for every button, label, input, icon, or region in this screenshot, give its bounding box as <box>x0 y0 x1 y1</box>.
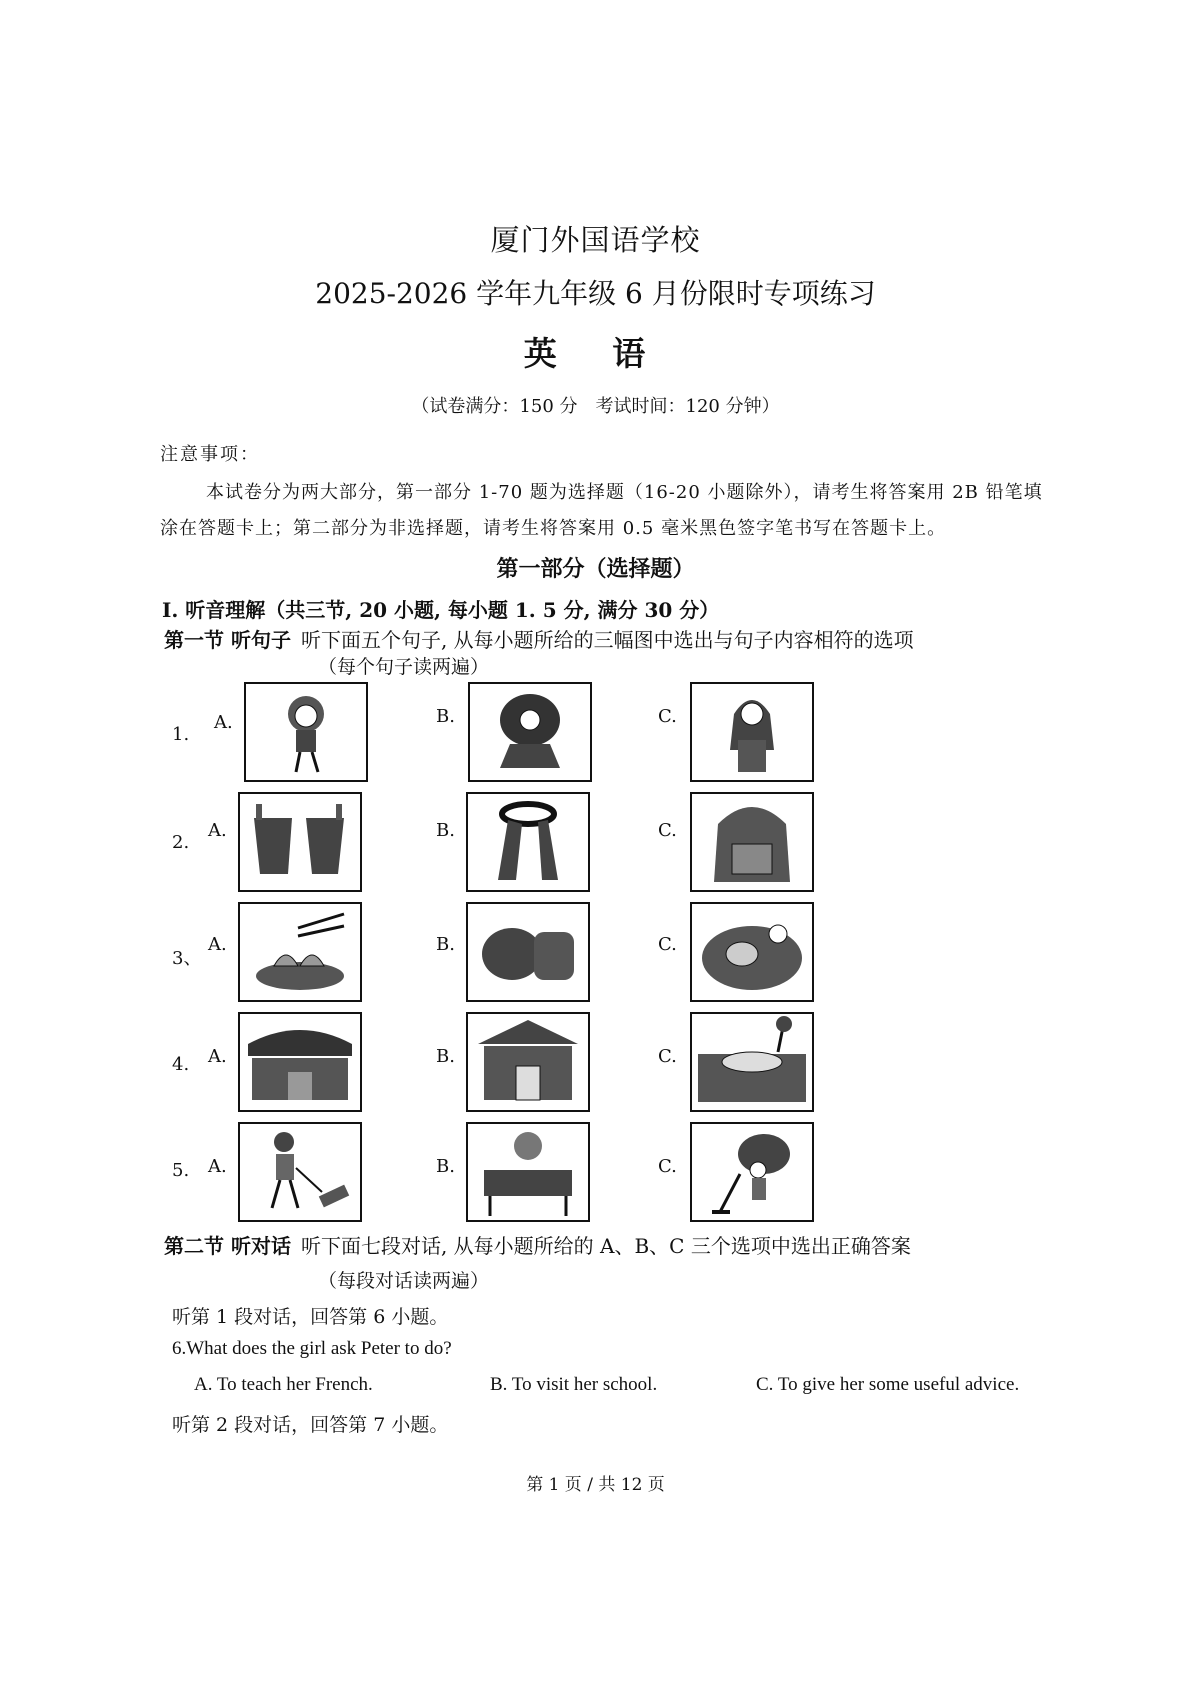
exam-title: 2025-2026 学年九年级 6 月份限时专项练习 <box>315 277 876 310</box>
question-number: 4. <box>172 1054 190 1075</box>
option-a-label: A. <box>214 712 233 733</box>
girl-curly-hair-icon[interactable] <box>468 682 592 782</box>
gloves-icon[interactable] <box>238 792 362 892</box>
section-one-note: （每个句子读两遍） <box>318 656 490 678</box>
girl-short-hair-icon[interactable] <box>244 682 368 782</box>
section-two-note: （每段对话读两遍） <box>318 1270 490 1292</box>
option-c-label: C. <box>658 1156 677 1177</box>
subject-title: 英 语 <box>523 334 668 373</box>
restaurant-icon[interactable] <box>238 1012 362 1112</box>
question-6-option-b[interactable]: B. To visit her school. <box>490 1374 658 1395</box>
question-6-text: 6.What does the girl ask Peter to do? <box>172 1338 452 1359</box>
option-c-label: C. <box>658 1046 677 1067</box>
bread-icon[interactable] <box>466 902 590 1002</box>
option-b-label: B. <box>436 1046 455 1067</box>
zoo-icon[interactable] <box>690 1012 814 1112</box>
option-a-label: A. <box>208 934 227 955</box>
library-building-icon[interactable] <box>466 1012 590 1112</box>
section-two-instruction: 听下面七段对话, 从每小题所给的 A、B、C 三个选项中选出正确答案 <box>300 1234 911 1258</box>
person-at-piano-icon[interactable] <box>466 1122 590 1222</box>
option-a-label: A. <box>208 1046 227 1067</box>
option-c-label: C. <box>658 706 677 727</box>
section-two-heading <box>164 1230 911 1259</box>
backpack-icon[interactable] <box>690 792 814 892</box>
option-a-label: A. <box>208 1156 227 1177</box>
school-name: 厦门外国语学校 <box>490 223 701 257</box>
option-c-label: C. <box>658 820 677 841</box>
girl-long-hair-icon[interactable] <box>690 682 814 782</box>
question-number: 1. <box>172 724 190 745</box>
option-c-label: C. <box>658 934 677 955</box>
section-one-instruction: 听下面五个句子, 从每小题所给的三幅图中选出与句子内容相符的选项 <box>300 628 914 652</box>
option-b-label: B. <box>436 1156 455 1177</box>
option-b-label: B. <box>436 820 455 841</box>
scarf-icon[interactable] <box>466 792 590 892</box>
girl-with-suitcase-icon[interactable] <box>238 1122 362 1222</box>
dialogue-1-intro: 听第 1 段对话，回答第 6 小题。 <box>172 1306 449 1328</box>
page-footer: 第 1 页 / 共 12 页 <box>526 1475 665 1495</box>
section-one-title: 第一节 听句子 <box>164 628 291 652</box>
question-6-option-a[interactable]: A. To teach her French. <box>194 1374 373 1395</box>
question-number: 5. <box>172 1160 190 1181</box>
meal-plate-icon[interactable] <box>690 902 814 1002</box>
notice-heading: 注意事项： <box>160 444 260 465</box>
section-one-heading <box>164 624 914 653</box>
section-two-title: 第二节 听对话 <box>164 1234 291 1258</box>
question-number: 3、 <box>172 948 202 969</box>
dumplings-icon[interactable] <box>238 902 362 1002</box>
option-a-label: A. <box>208 820 227 841</box>
notice-line-2: 涂在答题卡上；第二部分为非选择题，请考生将答案用 0.5 毫米黑色签字笔书写在答题卡上。 <box>160 518 947 539</box>
notice-line-1: 本试卷分为两大部分，第一部分 1-70 题为选择题（16-20 小题除外），请考生将答案用 2B 铅笔填 <box>206 482 1043 503</box>
score-time-info: （试卷满分：150 分 考试时间：120 分钟） <box>411 396 780 417</box>
question-number: 2. <box>172 832 190 853</box>
dialogue-2-intro: 听第 2 段对话，回答第 7 小题。 <box>172 1414 449 1436</box>
listening-section-heading: I. 听音理解（共三节, 20 小题, 每小题 1. 5 分, 满分 30 分） <box>162 598 720 622</box>
part-one-heading: 第一部分（选择题） <box>496 556 695 582</box>
option-b-label: B. <box>436 934 455 955</box>
option-b-label: B. <box>436 706 455 727</box>
question-6-option-c[interactable]: C. To give her some useful advice. <box>756 1374 1020 1395</box>
person-sweeping-icon[interactable] <box>690 1122 814 1222</box>
